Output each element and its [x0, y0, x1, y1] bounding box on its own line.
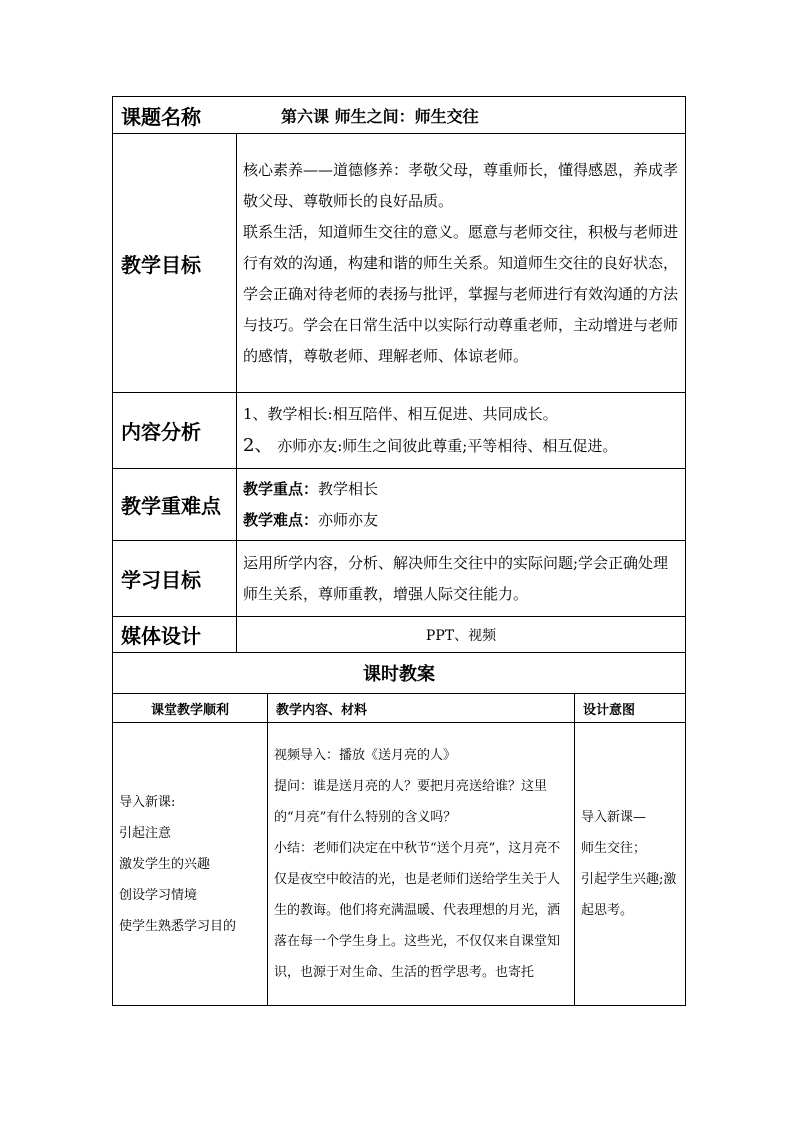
plan-steps-cell: [113, 723, 268, 1006]
learning-goals-row: [113, 541, 686, 617]
analysis-item-2: [243, 430, 679, 462]
objectives-row: [113, 134, 686, 393]
plan-step: 激发学生的兴趣: [119, 856, 211, 872]
title-label: 课题名称: [121, 104, 201, 129]
plan-content-line: 提问：谁是送月亮的人？要把月亮送给谁？这里的“月亮”有什么特别的含义吗？: [274, 779, 548, 825]
column-header-intent: 设计意图: [575, 694, 686, 723]
key-points-label: 教学重难点: [113, 469, 237, 541]
lesson-title: 第六课 师生之间：师生交往: [281, 106, 479, 126]
learning-goals-content: 运用所学内容，分析、解决师生交往中的实际问题;学会正确处理师生关系，尊师重教，增强人际交往能力。: [237, 541, 686, 617]
plan-heading: 课时教案: [113, 653, 686, 694]
title-cell: [113, 97, 686, 134]
plan-content-cell: [268, 723, 575, 1006]
plan-intent-line: 引起学生兴趣;激起思考。: [581, 872, 677, 918]
plan-column-headers: [113, 694, 686, 723]
objectives-paragraph-1: 核心素养——道德修养：孝敬父母，尊重师长，懂得感恩，养成孝敬父母、尊敬师长的良好品质。: [243, 160, 679, 210]
objectives-label: 教学目标: [113, 134, 237, 393]
focus-line: [243, 474, 679, 505]
plan-row: [113, 723, 686, 1006]
plan-step: 使学生熟悉学习目的: [119, 918, 237, 934]
plan-intent-line: 导入新课—: [581, 810, 647, 825]
content-analysis-content: [237, 393, 686, 469]
lesson-plan-table: [112, 96, 686, 1006]
media-row: [113, 617, 686, 653]
plan-step: 导入新课:: [119, 794, 176, 810]
content-analysis-row: [113, 393, 686, 469]
key-points-row: [113, 469, 686, 541]
objectives-content: [237, 134, 686, 393]
analysis-item-2-text: 亦师亦友:师生之间彼此尊重;平等相待、相互促进。: [272, 437, 618, 455]
column-header-steps: 课堂教学顺利: [113, 694, 268, 723]
plan-content-line: 视频导入：播放《送月亮的人》: [274, 748, 457, 763]
plan-intent-cell: [575, 723, 686, 1006]
column-header-content: 教学内容、材料: [268, 694, 575, 723]
media-label: 媒体设计: [113, 617, 237, 653]
difficulty-value: 亦师亦友: [318, 510, 379, 529]
focus-value: 教学相长: [318, 479, 379, 498]
title-row: [113, 97, 686, 134]
difficulty-label: 教学难点：: [243, 510, 319, 529]
objectives-paragraph-2: 联系生活，知道师生交往的意义。愿意与老师交往，积极与老师进行有效的沟通，构建和谐的师生关系。知道师生交往的良好状态，学会正确对待老师的表扬与批评，掌握与老师进行有效沟通的方法与技巧。学会在日常生活中以实际行动尊重老师，主动增进与老师的感情，尊敬老师、理解老师、体谅老师。: [243, 222, 679, 365]
media-value: PPT、视频: [237, 617, 686, 653]
analysis-item-1-text: 教学相长:相互陪伴、相互促进、共同成长。: [267, 405, 558, 423]
plan-content-line: 小结：老师们决定在中秋节“送个月亮”，这月亮不仅是夜空中皎洁的光，也是老师们送给学生关于人生的教诲。他们将充满温暖、代表理想的月光，洒落在每一个学生身上。这些光，不仅仅来自课堂知识，也源于对生命、生活的哲学思考。也寄托: [274, 841, 561, 980]
analysis-item-2-number: 2、: [243, 435, 273, 456]
learning-goals-label: 学习目标: [113, 541, 237, 617]
analysis-item-1: [243, 399, 679, 430]
analysis-item-1-number: 1、: [243, 405, 268, 423]
plan-step: 创设学习情境: [119, 887, 198, 903]
key-points-content: [237, 469, 686, 541]
difficulty-line: [243, 505, 679, 536]
content-analysis-label: 内容分析: [113, 393, 237, 469]
plan-step: 引起注意: [119, 825, 172, 841]
plan-intent-line: 师生交往；: [581, 841, 647, 856]
plan-heading-row: [113, 653, 686, 694]
focus-label: 教学重点：: [243, 479, 319, 498]
